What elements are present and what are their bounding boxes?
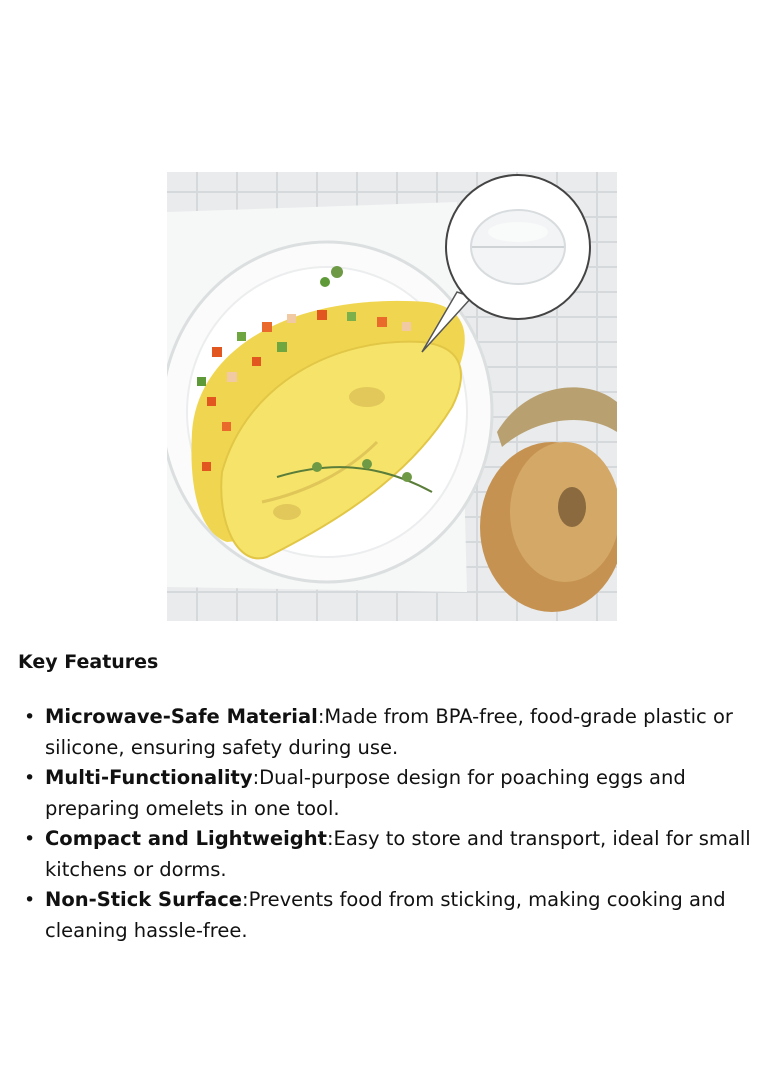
omelet-plate-bagel-image (167, 172, 617, 621)
feature-title: Compact and Lightweight (45, 827, 327, 850)
section-heading: Key Features (18, 651, 159, 673)
feature-text: :Made from BPA-free, food-grade plastic or silicone, ensuring safety during use. (45, 705, 733, 759)
list-item (18, 824, 768, 885)
feature-title: Non-Stick Surface (45, 888, 243, 911)
product-photo (167, 172, 617, 621)
list-item (18, 702, 768, 763)
list-item (18, 885, 768, 946)
feature-title: Multi-Functionality (45, 766, 253, 789)
bullet-icon: • (24, 828, 36, 850)
bullet-icon: • (24, 706, 36, 728)
bullet-icon: • (24, 889, 36, 911)
list-item (18, 763, 768, 824)
bullet-icon: • (24, 767, 36, 789)
feature-text: :Dual-purpose design for poaching eggs and preparing omelets in one tool. (45, 766, 686, 820)
feature-text: :Easy to store and transport, ideal for small kitchens or dorms. (45, 827, 751, 881)
feature-title: Microwave-Safe Material (45, 705, 318, 728)
feature-list (18, 702, 768, 946)
feature-text: :Prevents food from sticking, making cooking and cleaning hassle-free. (45, 888, 726, 942)
